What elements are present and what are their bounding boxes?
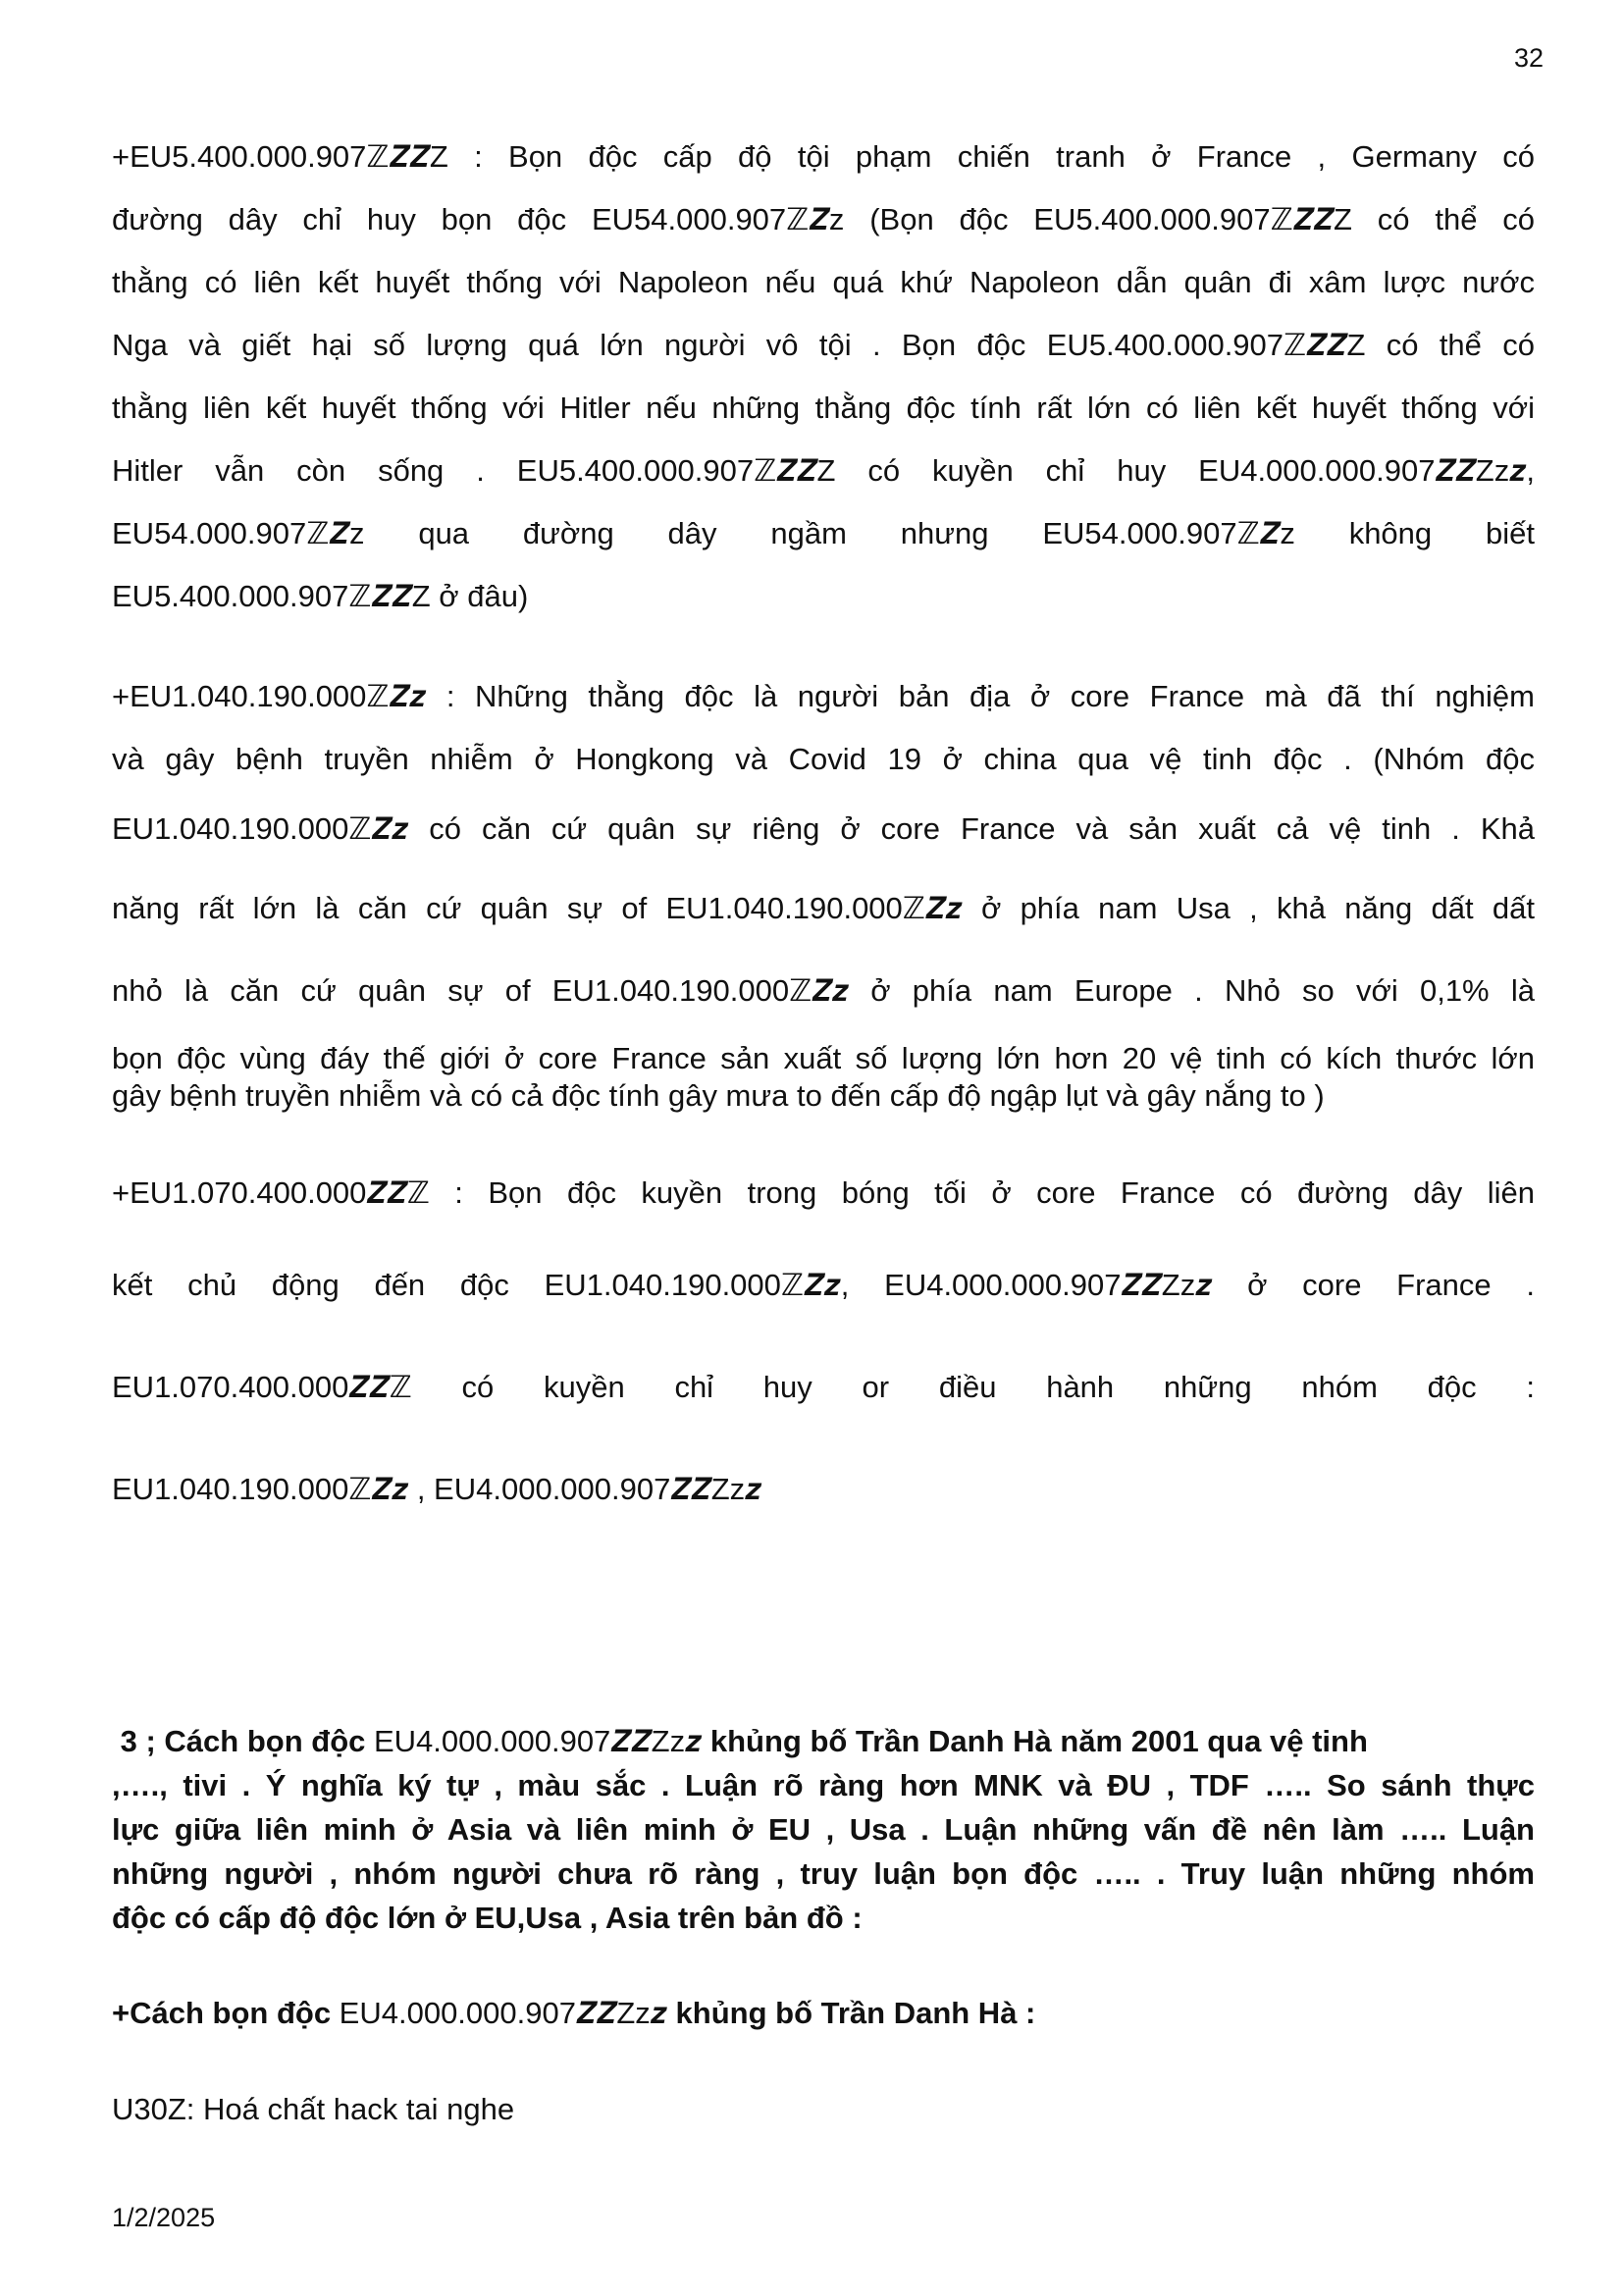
paragraph-line: gây bệnh truyền nhiễm và có cả độc tính gây mưa to đến cấp độ ngập lụt và gây nắng to ) (112, 1078, 1325, 1113)
paragraph-line: EU1.040.190.000ℤ𝒁𝒛 , EU4.000.000.907𝒁𝒁Zz𝒛 (112, 1472, 762, 1506)
paragraph-line: kết chủ động đến độc EU1.040.190.000ℤ𝒁𝒛, EU4.000.000.907𝒁𝒁Zz𝒛 ở core France . (112, 1268, 1535, 1302)
heading-rest: khủng bố Trần Danh Hà năm 2001 qua vệ tinh (702, 1724, 1368, 1758)
footer-date: 1/2/2025 (112, 2203, 216, 2232)
section-eu1070 (112, 1152, 1535, 1540)
subheading-rest: khủng bố Trần Danh Hà : (666, 1996, 1036, 2030)
paragraph-line: thằng có liên kết huyết thống với Napoleon nếu quá khứ Napoleon dẫn quân đi xâm lược nước (112, 265, 1535, 299)
heading-line: những người , nhóm người chưa rõ ràng , truy luận bọn độc ….. . Truy luận những nhóm (112, 1856, 1535, 1891)
document-body (112, 126, 1535, 1540)
section-eu1040 (112, 665, 1535, 1115)
paragraph-line: EU1.040.190.000ℤ𝒁𝒛 có căn cứ quân sự riêng ở core France và sản xuất cả vệ tinh . Khả (112, 811, 1535, 846)
section-eu5 (112, 126, 1535, 628)
paragraph-line: EU54.000.907ℤ𝒁z qua đường dây ngầm nhưng EU54.000.907ℤ𝒁z không biết (112, 516, 1535, 550)
paragraph-line: đường dây chỉ huy bọn độc EU54.000.907ℤ𝒁z (Bọn độc EU5.400.000.907ℤ𝒁𝒁Z có thể có (112, 202, 1535, 236)
heading-code: EU4.000.000.907𝒁𝒁Zz𝒛 (373, 1724, 703, 1758)
heading-line: độc có cấp độ độc lớn ở EU,Usa , Asia trên bản đồ : (112, 1901, 863, 1935)
page-number: 32 (1513, 43, 1544, 73)
heading-line: ,…., tivi . Ý nghĩa ký tự , màu sắc . Luận rõ ràng hơn MNK và ĐU , TDF ….. So sánh thực (112, 1768, 1535, 1802)
paragraph-line: Nga và giết hại số lượng quá lớn người vô tội . Bọn độc EU5.400.000.907ℤ𝒁𝒁Z có thể có (112, 328, 1535, 362)
paragraph-line: năng rất lớn là căn cứ quân sự of EU1.040.190.000ℤ𝒁𝒛 ở phía nam Usa , khả năng dất dất (112, 891, 1535, 925)
paragraph-line: và gây bệnh truyền nhiễm ở Hongkong và Covid 19 ở china qua vệ tinh độc . (Nhóm độc (112, 742, 1535, 776)
subheading-code: EU4.000.000.907𝒁𝒁Zz𝒛 (339, 1996, 667, 2030)
paragraph-line: nhỏ là căn cứ quân sự of EU1.040.190.000ℤ𝒁𝒛 ở phía nam Europe . Nhỏ so với 0,1% là (112, 973, 1535, 1008)
paragraph-line: EU5.400.000.907ℤ𝒁𝒁Z ở đâu) (112, 579, 529, 613)
paragraph-line: EU1.070.400.000𝒁𝒁ℤ có kuyền chỉ huy or điều hành những nhóm độc : (112, 1370, 1535, 1404)
heading-prefix: 3 ; Cách bọn độc (120, 1724, 374, 1758)
paragraph-line: +EU1.070.400.000𝒁𝒁ℤ : Bọn độc kuyền trong bóng tối ở core France có đường dây liên (112, 1175, 1535, 1210)
section-heading-3 (112, 1719, 1535, 1940)
paragraph-line: +EU1.040.190.000ℤ𝒁𝒛 : Những thằng độc là người bản địa ở core France mà đã thí nghiệm (112, 679, 1535, 713)
sub-heading (112, 1996, 1035, 2032)
paragraph-line: Hitler vẫn còn sống . EU5.400.000.907ℤ𝒁𝒁Z có kuyền chỉ huy EU4.000.000.907𝒁𝒁Zz𝒛, (112, 453, 1535, 488)
subheading-prefix: +Cách bọn độc (112, 1996, 340, 2030)
paragraph-line: +EU5.400.000.907ℤ𝒁𝒁Z : Bọn độc cấp độ tội phạm chiến tranh ở France , Germany có (112, 139, 1535, 174)
item-u30z: U30Z: Hoá chất hack tai nghe (112, 2092, 515, 2126)
heading-line: lực giữa liên minh ở Asia và liên minh ở EU , Usa . Luận những vấn đề nên làm ….. Luận (112, 1812, 1535, 1847)
paragraph-line: thằng liên kết huyết thống với Hitler nếu những thằng độc tính rất lớn có liên kết huyết thống với (112, 391, 1535, 425)
paragraph-line: bọn độc vùng đáy thế giới ở core France sản xuất số lượng lớn hơn 20 vệ tinh có kích thước lớn (112, 1041, 1535, 1075)
